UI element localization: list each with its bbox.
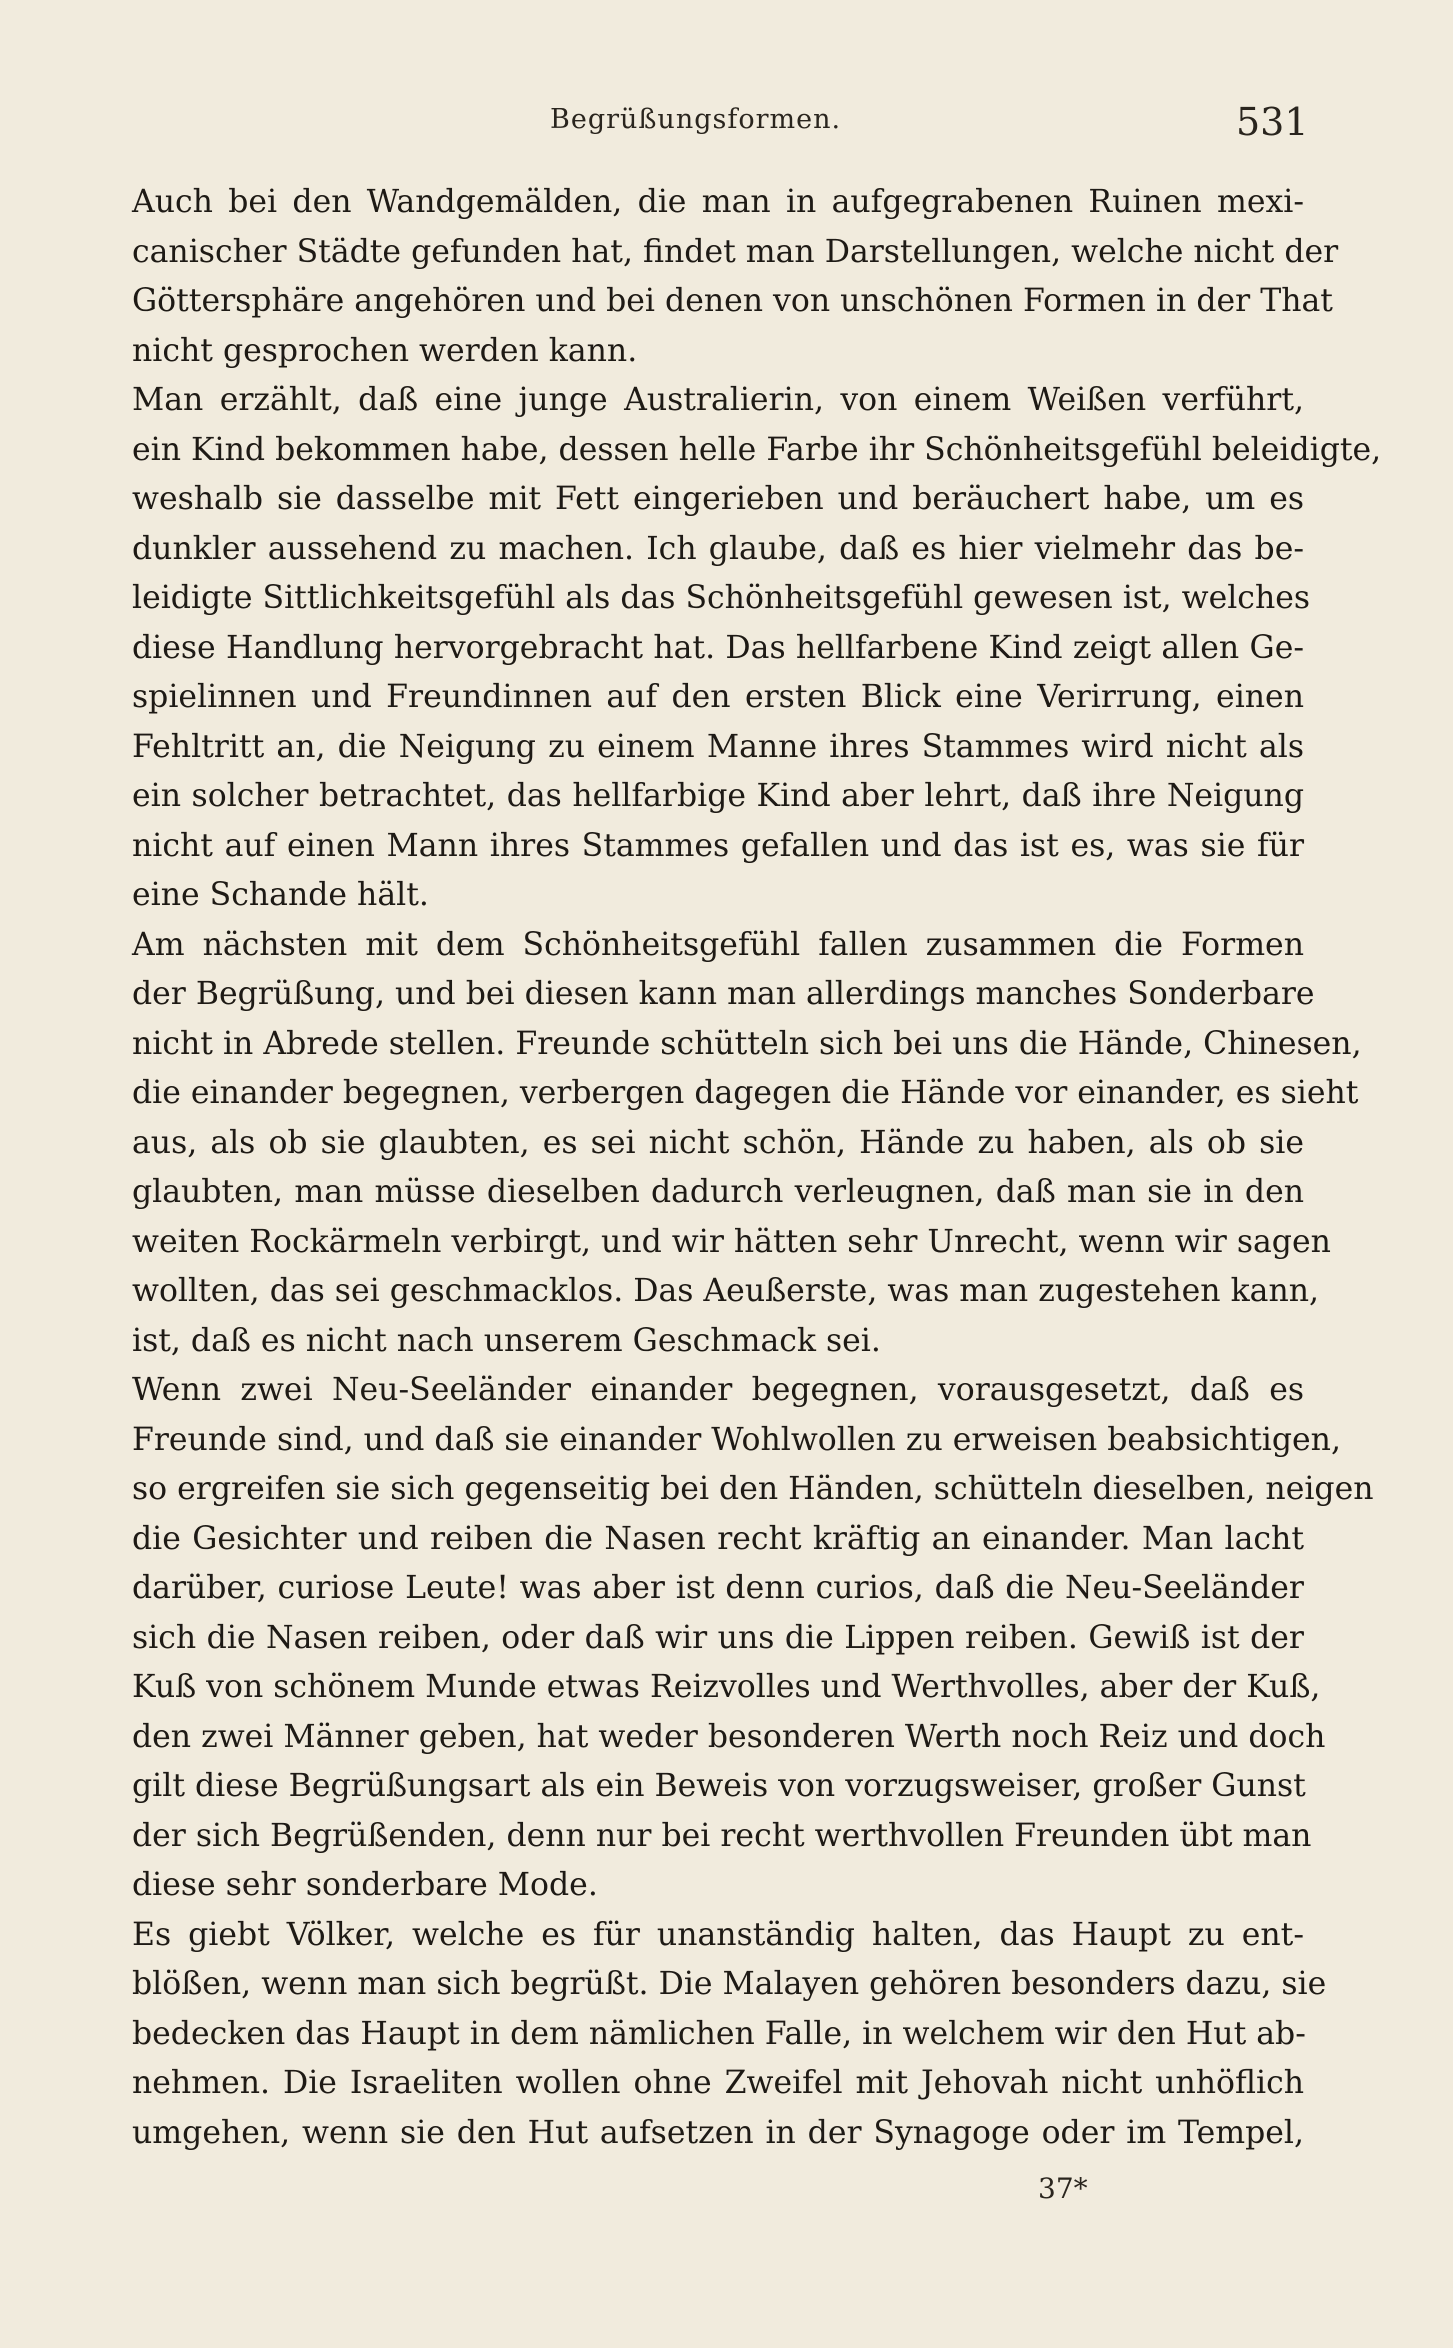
page-number: 531 — [1236, 100, 1309, 144]
text-line: Am nächsten mit dem Schönheitsgefühl fallen zusammen die Formen — [132, 926, 1304, 963]
text-line: wollten, das sei geschmacklos. Das Aeußerste, was man zugestehen kann, — [132, 1273, 1320, 1309]
text-line: nicht in Abrede stellen. Freunde schütteln sich bei uns die Hände, Chinesen, — [132, 1025, 1362, 1062]
text-line: nehmen. Die Israeliten wollen ohne Zweifel mit Jehovah nicht unhöflich — [132, 2065, 1304, 2101]
text-line: weiten Rockärmeln verbirgt, und wir hätten sehr Unrecht, wenn wir sagen — [132, 1223, 1331, 1260]
text-line: die Gesichter und reiben die Nasen recht kräftig an einander. Man lacht — [132, 1520, 1304, 1557]
text-line: diese Handlung hervorgebracht hat. Das hellfarbene Kind zeigt allen Ge- — [132, 629, 1304, 666]
text-line: die einander begegnen, verbergen dagegen die Hände vor einander, es sieht — [132, 1075, 1359, 1111]
text-line: Es giebt Völker, welche es für unanständig halten, das Haupt zu ent- — [132, 1916, 1304, 1953]
text-line: Man erzählt, daß eine junge Australierin, von einem Weißen verführt, — [132, 382, 1304, 418]
text-line: aus, als ob sie glaubten, es sei nicht schön, Hände zu haben, als ob sie — [132, 1124, 1304, 1161]
text-line: der sich Begrüßenden, denn nur bei recht werthvollen Freunden übt man — [132, 1817, 1312, 1854]
text-line: sich die Nasen reiben, oder daß wir uns die Lippen reiben. Gewiß ist der — [132, 1619, 1304, 1656]
text-line: der Begrüßung, und bei diesen kann man allerdings manches Sonderbare — [132, 976, 1315, 1012]
text-line: glaubten, man müsse dieselben dadurch verleugnen, daß man sie in den — [132, 1174, 1304, 1210]
text-line: Fehltritt an, die Neigung zu einem Manne ihres Stammes wird nicht als — [132, 728, 1304, 765]
text-line: Auch bei den Wandgemälden, die man in aufgegrabenen Ruinen mexi- — [132, 184, 1304, 220]
text-line: blößen, wenn man sich begrüßt. Die Malayen gehören besonders dazu, sie — [132, 1966, 1327, 2002]
text-line: nicht gesprochen werden kann. — [132, 332, 638, 369]
text-line: diese sehr sonderbare Mode. — [132, 1867, 598, 1903]
text-line: leidigte Sittlichkeitsgefühl als das Schönheitsgefühl gewesen ist, welches — [132, 580, 1311, 616]
text-line: ein Kind bekommen habe, dessen helle Farbe ihr Schönheitsgefühl beleidigte, — [132, 431, 1382, 468]
text-line: den zwei Männer geben, hat weder besonderen Werth noch Reiz und doch — [132, 1718, 1326, 1755]
text-line: so ergreifen sie sich gegenseitig bei den Händen, schütteln dieselben, neigen — [132, 1471, 1374, 1507]
signature-mark: 37* — [1038, 2172, 1088, 2205]
running-head: Begrüßungsformen. — [550, 104, 842, 135]
text-line: Freunde sind, und daß sie einander Wohlwollen zu erweisen beabsichtigen, — [132, 1421, 1341, 1458]
text-line: bedecken das Haupt in dem nämlichen Falle, in welchem wir den Hut ab- — [132, 2015, 1306, 2052]
text-line: Göttersphäre angehören und bei denen von unschönen Formen in der That — [132, 283, 1333, 319]
text-line: canischer Städte gefunden hat, findet man Darstellungen, welche nicht der — [132, 233, 1339, 270]
text-line: darüber, curiose Leute! was aber ist denn curios, daß die Neu-Seeländer — [132, 1570, 1304, 1606]
text-line: umgehen, wenn sie den Hut aufsetzen in der Synagoge oder im Tempel, — [132, 2114, 1304, 2151]
text-line: Kuß von schönem Munde etwas Reizvolles und Werthvolles, aber der Kuß, — [132, 1669, 1321, 1705]
text-line: ein solcher betrachtet, das hellfarbige Kind aber lehrt, daß ihre Neigung — [132, 778, 1304, 814]
body-text — [132, 178, 1382, 2158]
text-line: ist, daß es nicht nach unserem Geschmack sei. — [132, 1322, 881, 1359]
text-line: dunkler aussehend zu machen. Ich glaube, daß es hier vielmehr das be- — [132, 530, 1304, 567]
text-line: spielinnen und Freundinnen auf den ersten Blick eine Verirrung, einen — [132, 679, 1304, 715]
text-line: weshalb sie dasselbe mit Fett eingerieben und beräuchert habe, um es — [132, 481, 1304, 517]
text-line: eine Schande hält. — [132, 877, 429, 913]
text-line: nicht auf einen Mann ihres Stammes gefallen und das ist es, was sie für — [132, 827, 1304, 864]
text-line: gilt diese Begrüßungsart als ein Beweis von vorzugsweiser, großer Gunst — [132, 1768, 1306, 1804]
text-line: Wenn zwei Neu-Seeländer einander begegnen, vorausgesetzt, daß es — [132, 1372, 1304, 1408]
